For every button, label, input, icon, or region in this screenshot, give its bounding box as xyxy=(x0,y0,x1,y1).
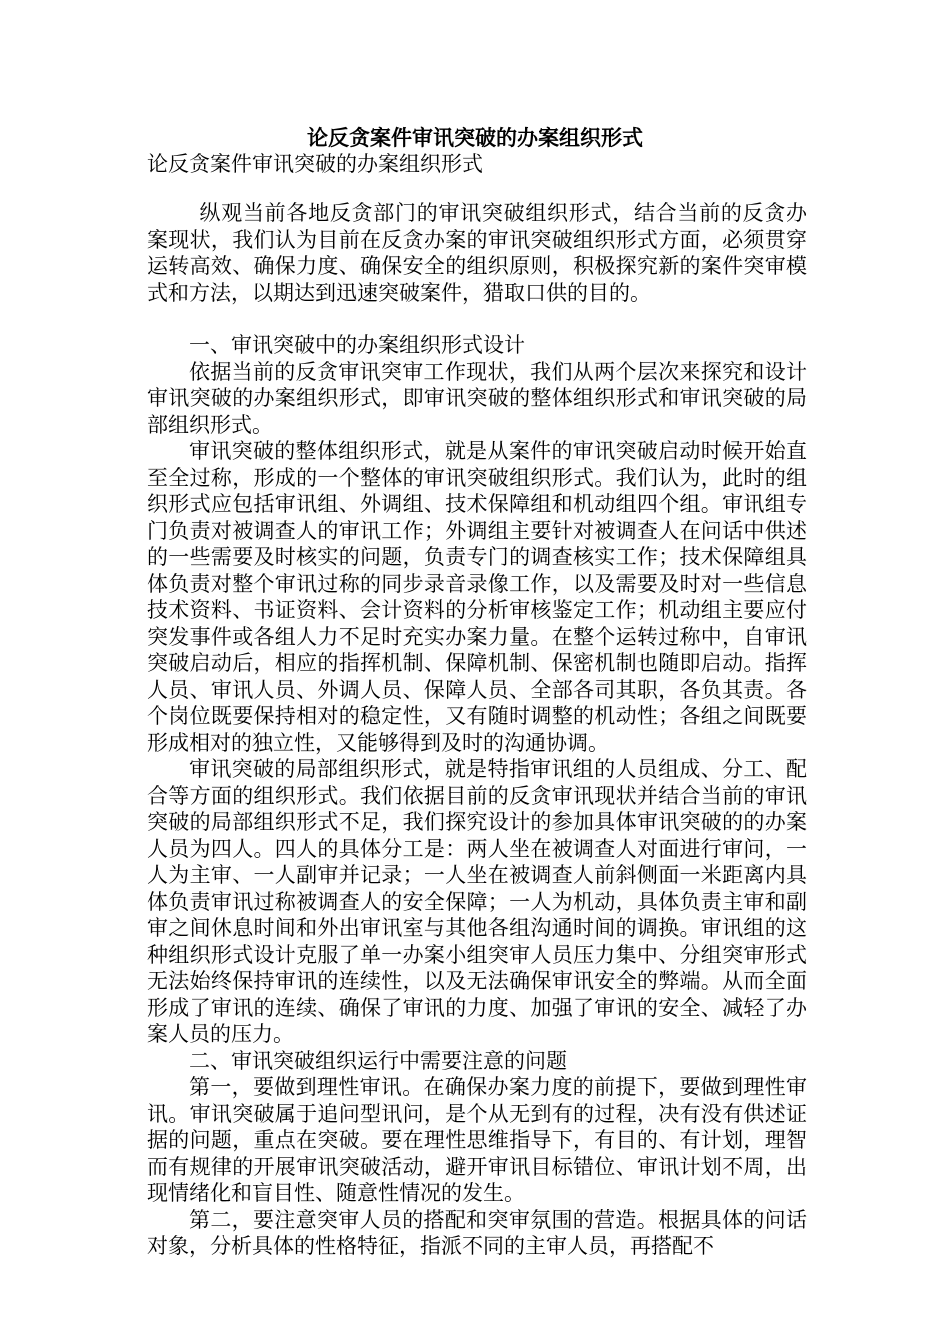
body-paragraph: 依据当前的反贪审讯突审工作现状，我们从两个层次来探究和设计审讯突破的办案组织形式，即审讯突破的整体组织形式和审讯突破的局部组织形式。 xyxy=(147,359,807,437)
body-paragraph: 第二，要注意突审人员的搭配和突审氛围的营造。根据具体的问话对象，分析具体的性格特征，指派不同的主审人员，再搭配不 xyxy=(147,1207,807,1258)
document-body xyxy=(147,200,807,1260)
document-title: 论反贪案件审讯突破的办案组织形式 xyxy=(307,126,643,150)
body-paragraph: 审讯突破的局部组织形式，就是特指审讯组的人员组成、分工、配合等方面的组织形式。我们依据目前的反贪审讯现状并结合当前的审讯突破的局部组织形式不足，我们探究设计的参加具体审讯突破的的办案人员为四人。四人的具体分工是：两人坐在被调查人对面进行审问，一人为主审、一人副审并记录；一人坐在被调查人前斜侧面一米距离内具体负责审讯过称被调查人的安全保障；一人为机动，具体负责主审和副审之间休息时间和外出审讯室与其他各组沟通时间的调换。审讯组的这种组织形式设计克服了单一办案小组突审人员压力集中、分组突审形式无法始终保持审讯的连续性，以及无法确保审讯安全的弊端。从而全面形成了审讯的连续、确保了审讯的力度、加强了审讯的安全、减轻了办案人员的压力。 xyxy=(147,757,807,1046)
body-paragraph: 审讯突破的整体组织形式，就是从案件的审讯突破启动时候开始直至全过称，形成的一个整体的审讯突破组织形式。我们认为，此时的组织形式应包括审讯组、外调组、技术保障组和机动组四个组。审讯组专门负责对被调查人的审讯工作；外调组主要针对被调查人在问话中供述的一些需要及时核实的问题，负责专门的调查核实工作；技术保障组具体负责对整个审讯过称的同步录音录像工作，以及需要及时对一些信息技术资料、书证资料、会计资料的分析审核鉴定工作；机动组主要应付突发事件或各组人力不足时充实办案力量。在整个运转过称中，自审讯突破启动后，相应的指挥机制、保障机制、保密机制也随即启动。指挥人员、审讯人员、外调人员、保障人员、全部各司其职，各负其责。各个岗位既要保持相对的稳定性，又有随时调整的机动性；各组之间既要形成相对的独立性，又能够得到及时的沟通协调。 xyxy=(147,439,807,755)
section-heading-1: 一、审讯突破中的办案组织形式设计 xyxy=(189,333,525,357)
section-heading-2: 二、审讯突破组织运行中需要注意的问题 xyxy=(189,1048,567,1073)
intro-paragraph: 纵观当前各地反贪部门的审讯突破组织形式，结合当前的反贪办案现状，我们认为目前在反贪办案的审讯突破组织形式方面，必须贯穿运转高效、确保力度、确保安全的组织原则，积极探究新的案件突审模式和方法，以期达到迅速突破案件，猎取口供的目的。 xyxy=(147,201,807,305)
body-paragraph: 第一，要做到理性审讯。在确保办案力度的前提下，要做到理性审讯。审讯突破属于追问型讯问，是个从无到有的过程，决有没有供述证据的问题，重点在突破。要在理性思维指导下，有目的、有计划，理智而有规律的开展审讯突破活动，避开审讯目标错位、审讯计划不周，出现情绪化和盲目性、随意性情况的发生。 xyxy=(147,1075,807,1205)
document-subtitle: 论反贪案件审讯突破的办案组织形式 xyxy=(147,152,483,176)
